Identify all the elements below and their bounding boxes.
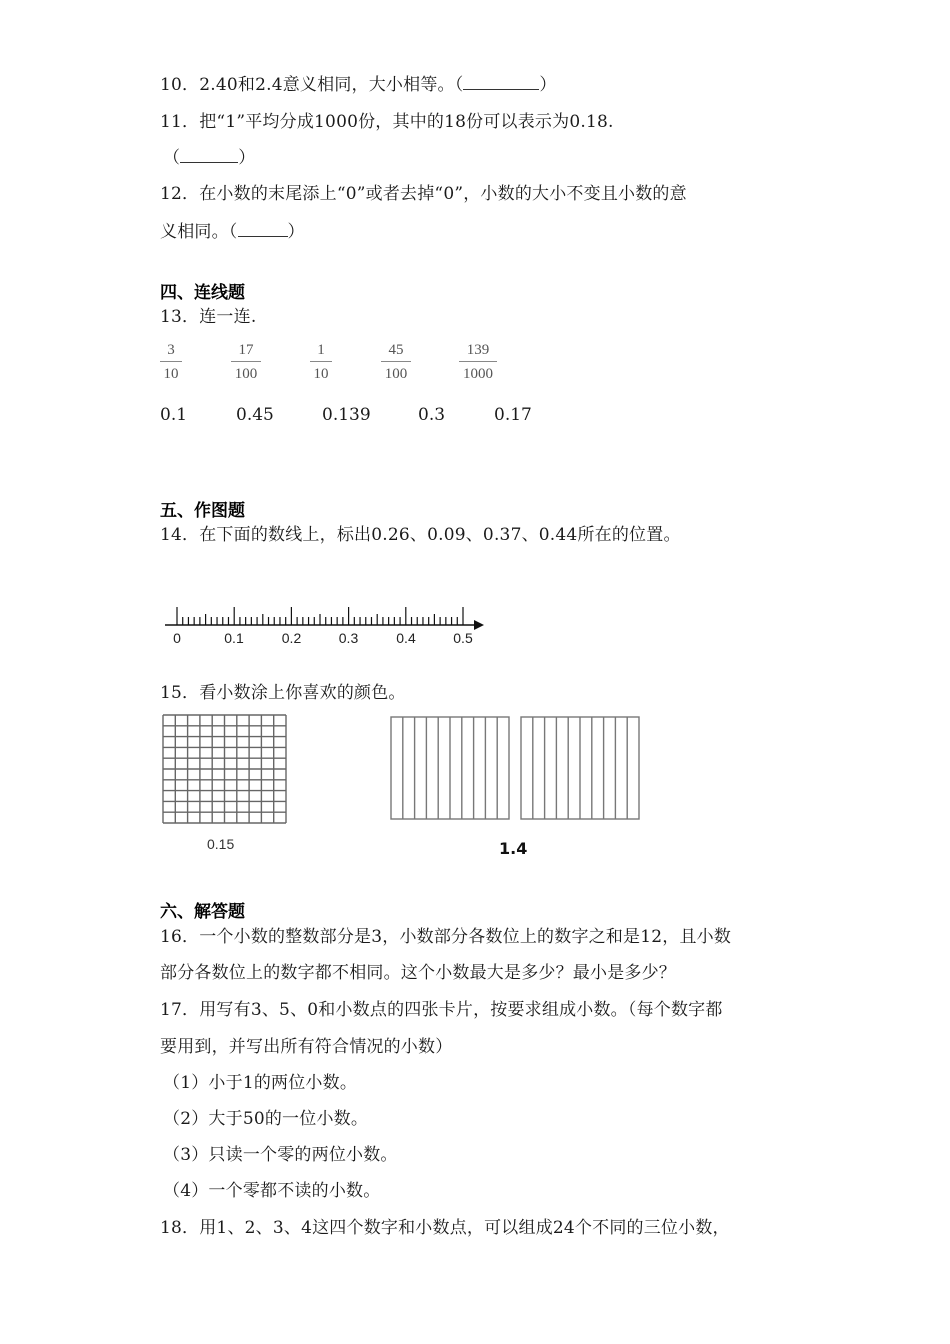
question-text: 连一连. [199, 307, 257, 327]
answer-blank[interactable] [238, 222, 288, 237]
question-text: 看小数涂上你喜欢的颜色。 [199, 683, 406, 703]
section-heading-answer: 六、解答题 [160, 902, 245, 922]
question-16 [160, 926, 731, 948]
tenths-strip-graphic [520, 716, 640, 820]
question-17-sub-4: （4）一个零都不读的小数。 [163, 1181, 381, 1201]
question-12-continuation: 义相同。（ ） [160, 222, 305, 242]
svg-text:0.2: 0.2 [281, 630, 302, 646]
grid-label: 0.15 [207, 836, 235, 852]
question-number: 15． [160, 683, 200, 703]
fraction-139-1000[interactable]: 139 1000 [459, 341, 497, 383]
fraction-bar [231, 361, 261, 362]
svg-text:0.3: 0.3 [338, 630, 359, 646]
question-number: 13． [160, 307, 200, 327]
number-line-graphic [160, 595, 500, 655]
fraction-3-10[interactable]: 3 10 [160, 341, 182, 383]
question-16-continuation: 部分各数位上的数字都不相同。这个小数最大是多少？最小是多少？ [160, 963, 676, 983]
decimal-option[interactable]: 0.45 [236, 405, 274, 425]
fraction-bar [160, 361, 182, 362]
tenths-strip-box-1[interactable] [390, 716, 510, 820]
question-text: 在小数的末尾添上“0”或者去掉“0”，小数的大小不变且小数的意 [199, 184, 687, 204]
fraction-1-10[interactable]: 1 10 [310, 341, 332, 383]
question-text: 2.40和2.4意义相同，大小相等。（ [199, 75, 464, 95]
section-heading-matching: 四、连线题 [160, 283, 245, 303]
question-12 [160, 183, 687, 205]
question-14 [160, 524, 681, 546]
svg-text:0.4: 0.4 [396, 630, 416, 646]
decimal-option[interactable]: 0.3 [418, 405, 446, 425]
question-number: 11． [160, 112, 200, 132]
question-text: 用1、2、3、4这四个数字和小数点，可以组成24个不同的三位小数， [199, 1218, 730, 1238]
question-17-sub-2: （2）大于50的一位小数。 [163, 1109, 369, 1129]
question-number: 18． [160, 1218, 200, 1238]
decimal-option[interactable]: 0.139 [322, 405, 371, 425]
question-11 [160, 111, 614, 133]
question-18 [160, 1217, 730, 1239]
question-10: 10．2.40和2.4意义相同，大小相等。（ ） [160, 75, 557, 95]
fraction-bar [310, 361, 332, 362]
question-number: 12． [160, 184, 200, 204]
hundred-grid-graphic [162, 714, 287, 824]
decimal-option[interactable]: 0.17 [494, 405, 532, 425]
question-text: 把“1”平均分成1000份，其中的18份可以表示为0.18. [199, 112, 614, 132]
hundred-grid[interactable] [162, 714, 287, 824]
question-17-sub-3: （3）只读一个零的两位小数。 [163, 1145, 398, 1165]
tenths-strip-graphic [390, 716, 510, 820]
number-line[interactable] [160, 595, 500, 655]
question-17-continuation: 要用到，并写出所有符合情况的小数） [160, 1037, 453, 1057]
question-13 [160, 306, 256, 328]
question-15 [160, 682, 406, 704]
question-number: 16． [160, 927, 200, 947]
strips-label: 1.4 [499, 839, 528, 858]
question-17 [160, 999, 723, 1021]
question-text: 用写有3、5、0和小数点的四张卡片，按要求组成小数。（每个数字都 [199, 1000, 723, 1020]
decimal-option[interactable]: 0.1 [160, 405, 188, 425]
question-text: 在下面的数线上，标出0.26、0.09、0.37、0.44所在的位置。 [199, 525, 681, 545]
question-number: 10． [160, 75, 200, 95]
fraction-bar [459, 361, 497, 362]
svg-text:0: 0 [173, 630, 181, 646]
tenths-strip-box-2[interactable] [520, 716, 640, 820]
fraction-45-100[interactable]: 45 100 [381, 341, 411, 383]
answer-blank[interactable] [180, 148, 238, 163]
svg-text:0.1: 0.1 [224, 630, 244, 646]
svg-text:0.5: 0.5 [453, 630, 473, 646]
fraction-17-100[interactable]: 17 100 [231, 341, 261, 383]
question-number: 17． [160, 1000, 200, 1020]
answer-blank[interactable] [463, 75, 539, 90]
section-heading-drawing: 五、作图题 [160, 501, 245, 521]
fraction-bar [381, 361, 411, 362]
question-number: 14． [160, 525, 200, 545]
arrow-icon [474, 620, 484, 630]
question-text: 一个小数的整数部分是3，小数部分各数位上的数字之和是12，且小数 [199, 927, 732, 947]
question-17-sub-1: （1）小于1的两位小数。 [163, 1073, 358, 1093]
question-11-answer: （ ） [163, 148, 256, 168]
